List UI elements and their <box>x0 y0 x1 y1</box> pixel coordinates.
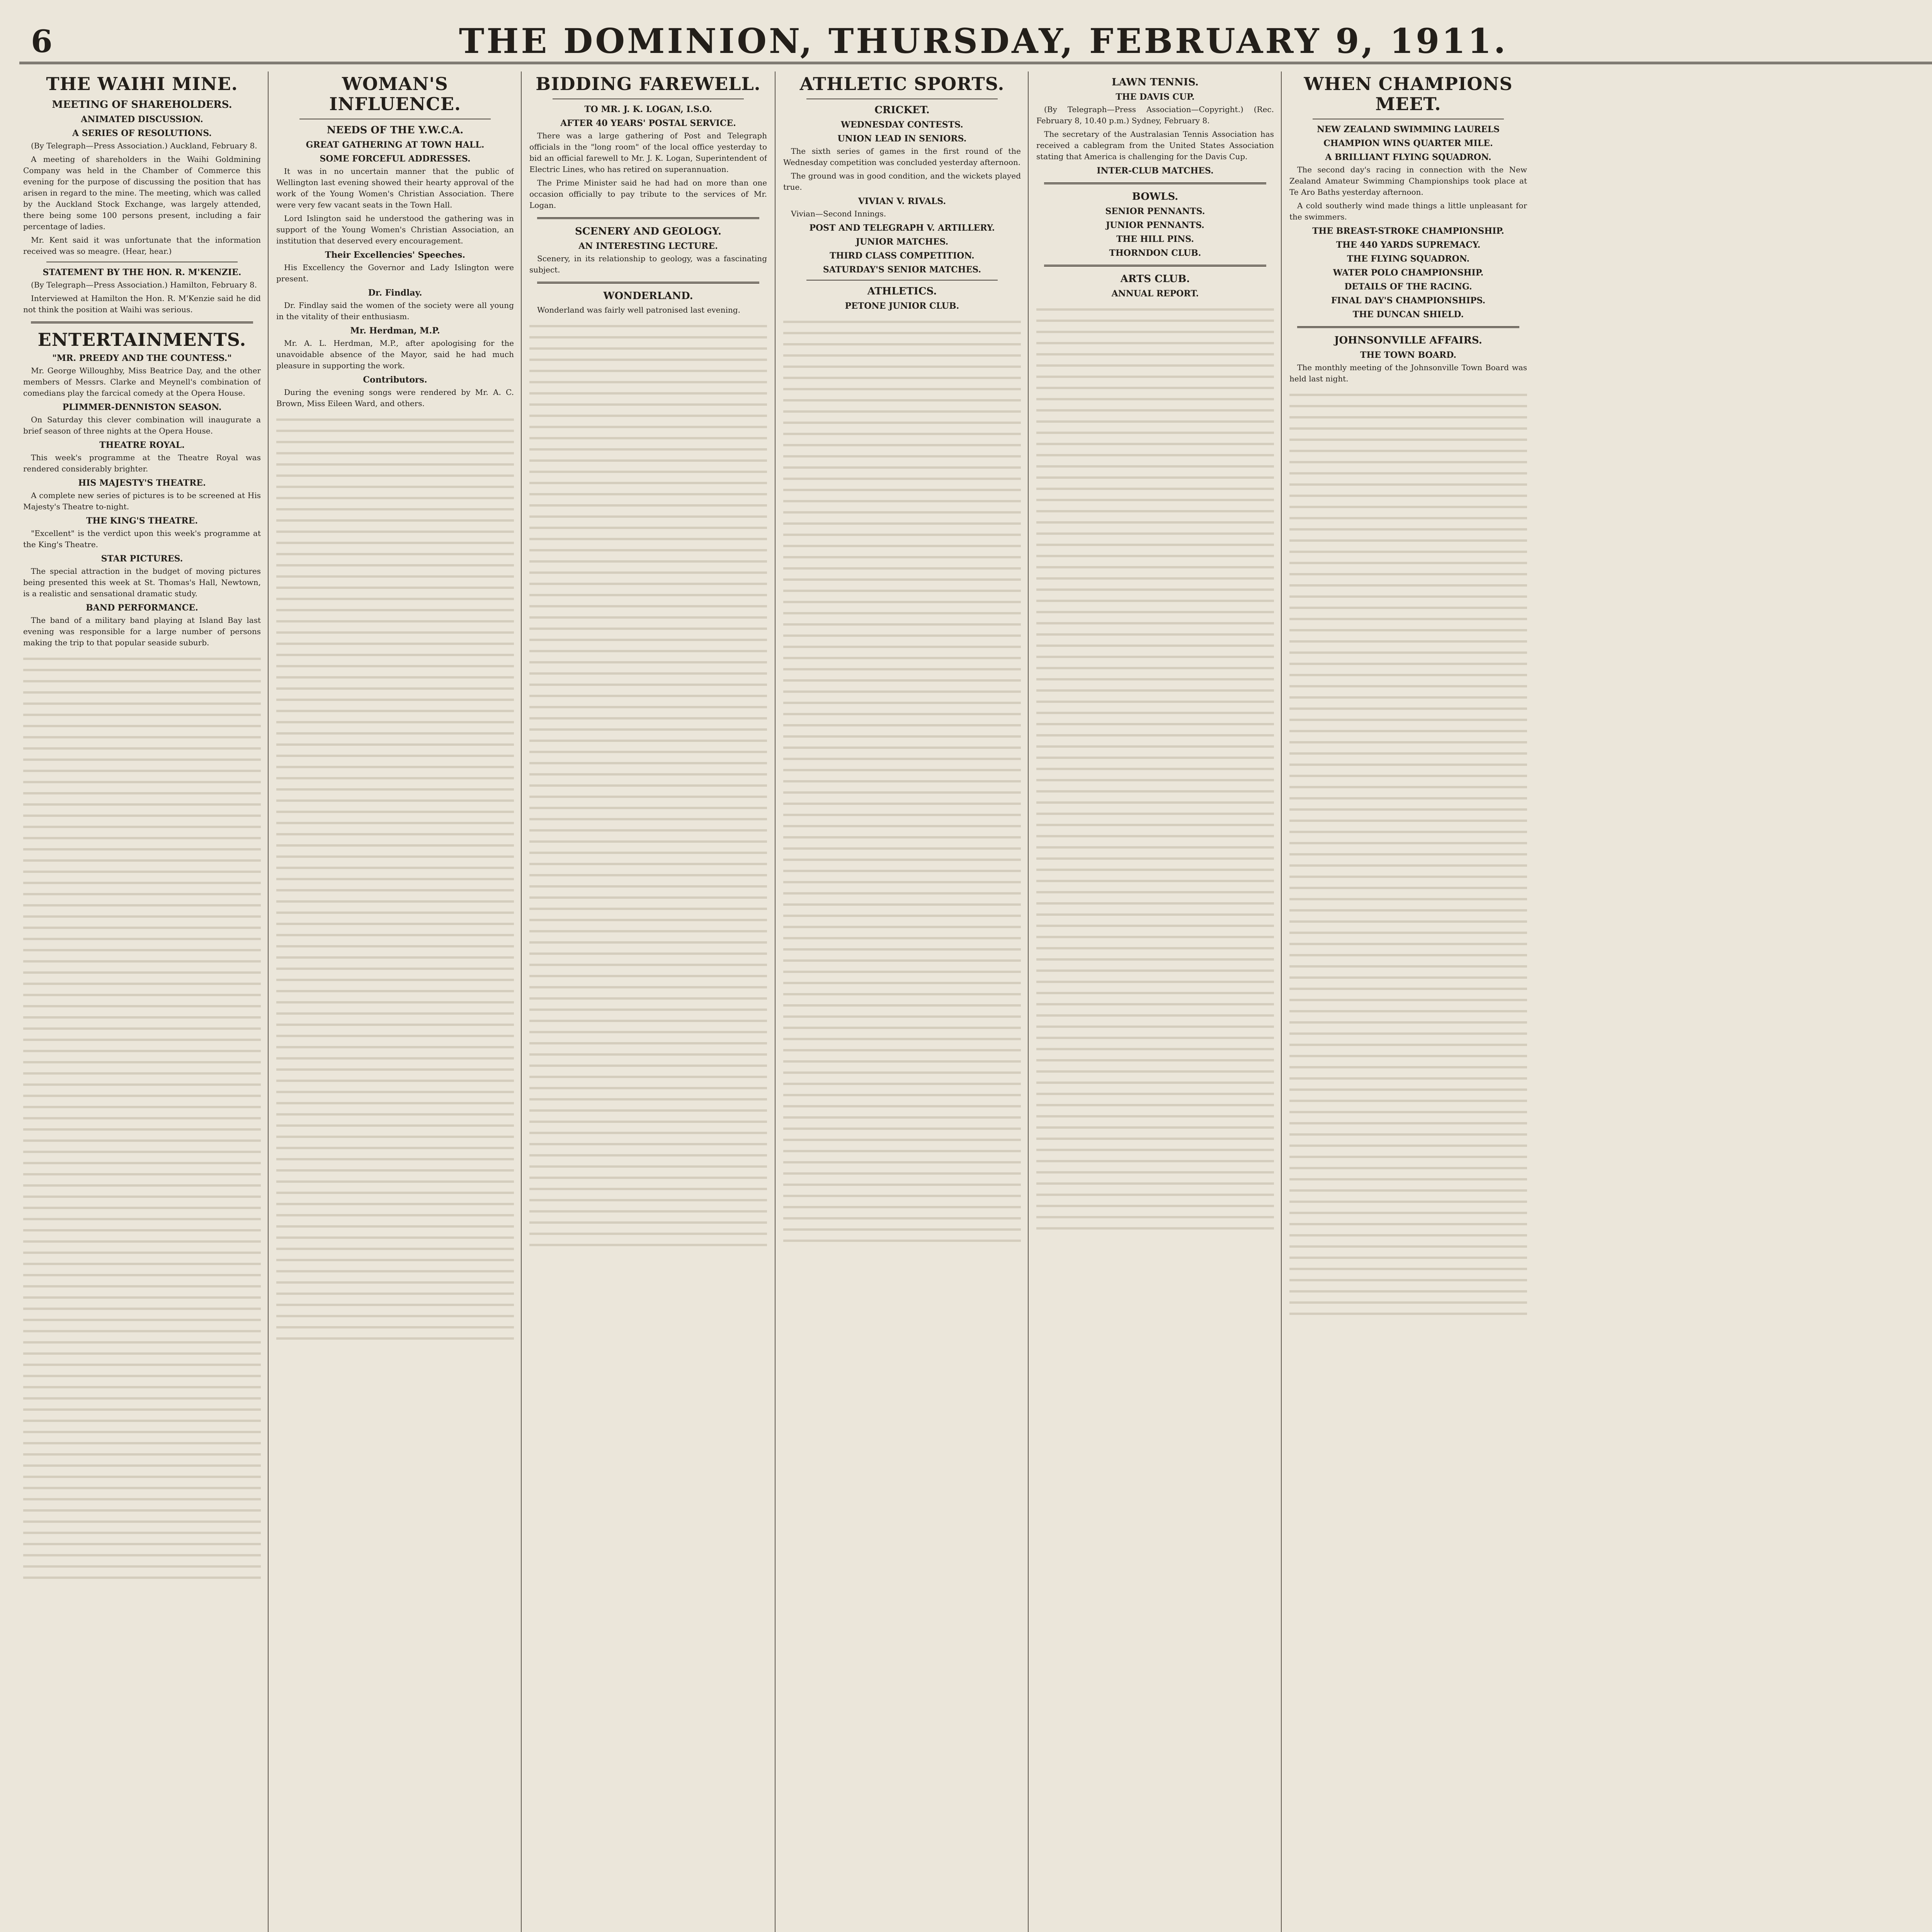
masthead-title: THE DOMINION, THURSDAY, FEBRUARY 9, 1911. <box>459 21 1508 61</box>
article-paragraph: The second day's racing in connection with the New Zealand Amateur Swimming Championships took place at Te Aro Baths yesterday afternoon. <box>1289 165 1527 197</box>
section-text: Mr. A. L. Herdman, M.P., after apologising for the unavoidable absence of the Mayor, said he had much pleasure in supporting the work. <box>276 338 514 370</box>
article-paragraph: The monthly meeting of the Johnsonville Town Board was held last night. <box>1289 363 1527 383</box>
subhead: THE BREAST-STROKE CHAMPIONSHIP. <box>1312 226 1504 236</box>
subhead: ANNUAL REPORT. <box>1111 289 1199 299</box>
headline-entertainments: ENTERTAINMENTS. <box>37 329 247 350</box>
article-paragraph: Wonderland was fairly well patronised last evening. <box>537 305 740 315</box>
subhead: CHAMPION WINS QUARTER MILE. <box>1323 138 1493 148</box>
article-paragraph: The Prime Minister said he had had on more than one occasion officially to pay tribute to the services of Mr. Logan. <box>529 178 767 210</box>
headline-bowls: BOWLS. <box>1132 191 1179 202</box>
article-paragraph: Interviewed at Hamilton the Hon. R. M'Kenzie said he did not think the position at Waihi was serious. <box>23 294 261 314</box>
section-text: His Excellency the Governor and Lady Islington were present. <box>276 263 514 283</box>
scores-title: VIVIAN V. RIVALS. <box>858 196 946 206</box>
text-body-filler <box>529 319 767 1246</box>
section-title: Their Excellencies' Speeches. <box>325 250 466 260</box>
article-paragraph: The sixth series of games in the first round of the Wednesday competition was concluded yesterday afternoon. <box>783 146 1021 167</box>
article-paragraph: A meeting of shareholders in the Waihi Goldmining Company was held in the Chamber of Commerce this evening for the purpose of discussing the position that has arisen in regard to the mine. The meeting, which was called by the Auckland Stock Exchange, was largely attended, there being some 100 persons present, including a fair percentage of ladies. <box>23 155 261 231</box>
subhead: STATEMENT BY THE HON. R. M'KENZIE. <box>43 267 242 277</box>
ent-text: The special attraction in the budget of moving pictures being presented this week at St. Thomas's Hall, Newtown, is a realistic and sensational dramatic study. <box>23 566 261 598</box>
column-3 <box>529 71 767 1932</box>
headline-waihi: THE WAIHI MINE. <box>46 73 238 94</box>
subhead: UNION LEAD IN SENIORS. <box>837 134 967 144</box>
text-body-filler <box>23 651 261 1579</box>
article-paragraph: The ground was in good condition, and the wickets played true. <box>783 171 1021 192</box>
headline-athletic-sports: ATHLETIC SPORTS. <box>799 73 1005 94</box>
subhead: FINAL DAY'S CHAMPIONSHIPS. <box>1331 296 1486 306</box>
ent-text: "Excellent" is the verdict upon this week's programme at the King's Theatre. <box>23 529 261 549</box>
text-body-filler <box>1289 388 1527 1315</box>
article-paragraph: It was in no uncertain manner that the public of Wellington last evening showed their hearty approval of the work of the Young Women's Christian Association. There were very few vacant seats in the Town Hall. <box>276 167 514 209</box>
column-6 <box>1289 71 1527 1932</box>
ent-title: STAR PICTURES. <box>101 554 183 564</box>
ent-title: PLIMMER-DENNISTON SEASON. <box>62 402 222 412</box>
subhead: THE 440 YARDS SUPREMACY. <box>1336 240 1481 250</box>
headline-womans-influence: WOMAN'S INFLUENCE. <box>329 73 461 114</box>
headline-wonderland: WONDERLAND. <box>603 290 693 302</box>
subhead: ANIMATED DISCUSSION. <box>81 114 203 124</box>
headline-scenery: SCENERY AND GEOLOGY. <box>575 226 721 237</box>
scores-title: JUNIOR MATCHES. <box>855 237 949 247</box>
headline-when-champions-meet: WHEN CHAMPIONS MEET. <box>1304 73 1513 114</box>
headline-johnsonville: JOHNSONVILLE AFFAIRS. <box>1334 335 1482 346</box>
column-1 <box>23 71 261 1932</box>
ent-title: HIS MAJESTY'S THEATRE. <box>78 478 206 488</box>
subhead: JUNIOR PENNANTS. <box>1106 220 1204 230</box>
subhead: THE DUNCAN SHIELD. <box>1352 310 1464 320</box>
section-title: Mr. Herdman, M.P. <box>350 326 440 336</box>
subhead: THE FLYING SQUADRON. <box>1347 254 1470 264</box>
subhead: INTER-CLUB MATCHES. <box>1097 166 1214 176</box>
subhead: WEDNESDAY CONTESTS. <box>841 120 963 130</box>
subhead: GREAT GATHERING AT TOWN HALL. <box>306 140 485 150</box>
text-body-filler <box>1036 302 1274 1230</box>
masthead <box>19 15 1932 64</box>
subhead: AFTER 40 YEARS' POSTAL SERVICE. <box>560 118 736 128</box>
subhead: MEETING OF SHAREHOLDERS. <box>52 99 232 111</box>
section-text: Dr. Findlay said the women of the society were all young in the vitality of their enthusiasm. <box>276 301 514 321</box>
column-4 <box>783 71 1021 1932</box>
headline-arts-club: ARTS CLUB. <box>1120 273 1190 285</box>
subhead: NEEDS OF THE Y.W.C.A. <box>327 124 464 136</box>
subhead-cricket: CRICKET. <box>874 104 930 116</box>
section-title: Dr. Findlay. <box>368 288 422 298</box>
subhead: THE HILL PINS. <box>1116 234 1194 244</box>
ent-text: A complete new series of pictures is to be screened at His Majesty's Theatre to-night. <box>23 491 261 511</box>
subhead: DETAILS OF THE RACING. <box>1344 282 1472 292</box>
ent-title: THE KING'S THEATRE. <box>86 516 198 526</box>
subhead: TO MR. J. K. LOGAN, I.S.O. <box>584 104 712 114</box>
article-paragraph: The secretary of the Australasian Tennis Association has received a cablegram from the United States Association stating that America is challenging for the Davis Cup. <box>1036 129 1274 161</box>
subhead: THE DAVIS CUP. <box>1116 92 1195 102</box>
scores-title: SATURDAY'S SENIOR MATCHES. <box>823 265 981 275</box>
subhead: SOME FORCEFUL ADDRESSES. <box>320 154 471 164</box>
article-paragraph: There was a large gathering of Post and Telegraph officials in the "long room" of the local office yesterday to bid an official farewell to Mr. J. K. Logan, Superintendent of Electric Lines, who has retired on superannuation. <box>529 131 767 174</box>
ent-text: This week's programme at the Theatre Royal was rendered considerably brighter. <box>23 453 261 473</box>
subhead-athletics: ATHLETICS. <box>867 286 937 297</box>
article-paragraph: A cold southerly wind made things a little unpleasant for the swimmers. <box>1289 201 1527 221</box>
text-body-filler <box>276 412 514 1340</box>
ent-title: THEATRE ROYAL. <box>99 440 185 450</box>
scores-title: POST AND TELEGRAPH V. ARTILLERY. <box>809 223 995 233</box>
article-paragraph: Scenery, in its relationship to geology, was a fascinating subject. <box>529 254 767 274</box>
scores-sub: Vivian—Second Innings. <box>791 209 886 218</box>
page-number: 6 <box>31 23 53 60</box>
article-paragraph: Lord Islington said he understood the gathering was in support of the Young Women's Christian Association, an institution that deserved every encouragement. <box>276 214 514 245</box>
subhead: AN INTERESTING LECTURE. <box>578 241 718 251</box>
subhead: NEW ZEALAND SWIMMING LAURELS <box>1316 124 1500 134</box>
ent-text: On Saturday this clever combination will inaugurate a brief season of three nights at the Opera House. <box>23 415 261 435</box>
section-text: During the evening songs were rendered by Mr. A. C. Brown, Miss Eileen Ward, and others. <box>276 388 514 408</box>
column-2 <box>276 71 514 1932</box>
headline-lawn-tennis: LAWN TENNIS. <box>1112 77 1199 88</box>
subhead: SENIOR PENNANTS. <box>1105 206 1205 216</box>
ent-title: "MR. PREEDY AND THE COUNTESS." <box>52 353 232 363</box>
column-5 <box>1036 71 1274 1932</box>
subhead: A SERIES OF RESOLUTIONS. <box>72 128 212 138</box>
subhead: WATER POLO CHAMPIONSHIP. <box>1333 268 1484 278</box>
dateline: (By Telegraph—Press Association.) Hamilton, February 8. <box>31 280 257 289</box>
ent-text: Mr. George Willoughby, Miss Beatrice Day, and the other members of Messrs. Clarke and Meynell's combination of comedians play the farcical comedy at the Opera House. <box>23 366 261 398</box>
ent-title: BAND PERFORMANCE. <box>86 603 198 613</box>
subhead: A BRILLIANT FLYING SQUADRON. <box>1325 152 1492 162</box>
ent-text: The band of a military band playing at Island Bay last evening was responsible for a large number of persons making the trip to that popular seaside suburb. <box>23 616 261 647</box>
dateline: (By Telegraph—Press Association.) Auckland, February 8. <box>31 141 257 150</box>
subhead: PETONE JUNIOR CLUB. <box>845 301 959 311</box>
text-body-filler <box>783 315 1021 1242</box>
subhead: THORNDON CLUB. <box>1109 248 1201 258</box>
scores-title: THIRD CLASS COMPETITION. <box>830 251 975 261</box>
article-paragraph: Mr. Kent said it was unfortunate that the information received was so meagre. (Hear, hear.) <box>23 235 261 256</box>
dateline: (By Telegraph—Press Association—Copyright.) (Rec. February 8, 10.40 p.m.) Sydney, February 8. <box>1036 105 1274 125</box>
section-title: Contributors. <box>363 375 427 385</box>
headline-bidding-farewell: BIDDING FAREWELL. <box>536 73 761 94</box>
subhead: THE TOWN BOARD. <box>1360 350 1457 360</box>
